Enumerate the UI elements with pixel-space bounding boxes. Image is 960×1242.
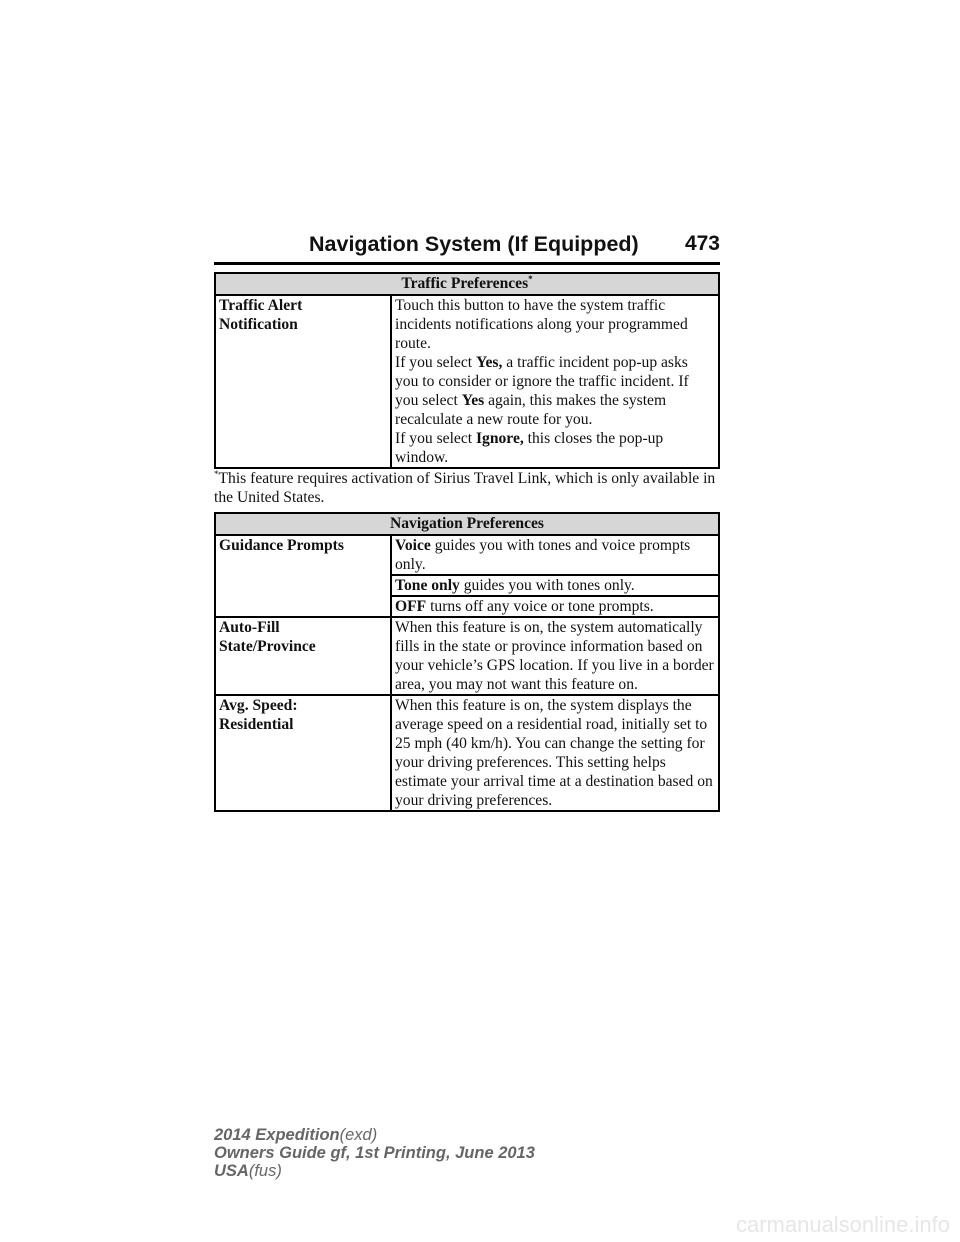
option-keyword: Tone only: [395, 577, 460, 594]
table-row: [215, 535, 719, 575]
row-description: When this feature is on, the system displays the average speed on a residential road, initially set to 25 mph (40 km/h). You can change the setting for your driving preferences. This setting helps estimate your arrival time at a destination based on your driving preferences.: [391, 695, 719, 811]
desc-paragraph: Touch this button to have the system traffic incidents notifications along your programmed route.: [395, 297, 688, 352]
label-line: Avg. Speed:: [219, 697, 298, 714]
footnote: [214, 469, 734, 507]
desc-paragraph: [395, 353, 715, 429]
desc-text: If you select: [395, 430, 476, 447]
option-text: turns off any voice or tone prompts.: [426, 598, 654, 615]
footer-code: (fus): [248, 1162, 282, 1180]
footer-line: Owners Guide gf, 1st Printing, June 2013: [214, 1144, 535, 1162]
option-cell: [391, 575, 719, 596]
option-keyword: Voice: [395, 537, 431, 554]
desc-keyword: Yes: [461, 392, 485, 409]
desc-paragraph: [395, 429, 715, 467]
table-row: [215, 617, 719, 695]
traffic-preferences-table: [214, 272, 720, 469]
desc-keyword: Ignore,: [475, 430, 524, 447]
desc-text: a traffic incident pop-up asks you to consider or ignore the traffic incident. If you select: [395, 354, 689, 409]
traffic-heading-text: Traffic Preferences: [401, 275, 529, 292]
navigation-preferences-table: [214, 512, 720, 812]
footnote-mark: *: [214, 468, 219, 479]
table-heading: Navigation Preferences: [215, 513, 719, 535]
row-label: [215, 695, 391, 811]
footnote-mark: *: [528, 273, 533, 284]
option-text: guides you with tones only.: [459, 577, 635, 594]
option-cell: [391, 596, 719, 617]
row-label: Guidance Prompts: [215, 535, 391, 617]
page-number: 473: [684, 232, 720, 255]
watermark: carmanualsonline.info: [735, 1212, 950, 1237]
option-keyword: OFF: [395, 598, 427, 615]
row-description: [391, 295, 719, 468]
label-line: Notification: [219, 316, 298, 333]
table-row: [215, 295, 719, 468]
page-header: [214, 228, 720, 265]
row-label: [215, 617, 391, 695]
desc-text: this closes the pop-up window.: [395, 430, 664, 466]
label-line: Residential: [219, 716, 294, 733]
option-text: guides you with tones and voice prompts only.: [395, 537, 691, 573]
footer-line: [214, 1162, 535, 1180]
desc-text: again, this makes the system recalculate a new route for you.: [395, 392, 667, 428]
row-description: When this feature is on, the system automatically fills in the state or province information based on your vehicle’s GPS location. If you live in a border area, you may not want this feature on.: [391, 617, 719, 695]
table-row: [215, 695, 719, 811]
desc-keyword: Yes,: [475, 354, 503, 371]
label-line: State/Province: [219, 638, 316, 655]
label-line: Traffic Alert: [219, 297, 303, 314]
table-heading: [215, 273, 719, 295]
document-footer: [214, 1126, 535, 1180]
row-label: [215, 295, 391, 468]
footer-model: 2014 Expedition: [214, 1126, 340, 1144]
option-cell: [391, 535, 719, 575]
footer-market: USA: [214, 1162, 249, 1180]
footer-code: (exd): [339, 1126, 378, 1144]
footnote-text: This feature requires activation of Sirius Travel Link, which is only available in the United States.: [214, 470, 716, 506]
footer-line: [214, 1126, 535, 1144]
desc-text: If you select: [395, 354, 476, 371]
page-title: Navigation System (If Equipped): [309, 232, 639, 256]
label-line: Auto-Fill: [219, 619, 280, 636]
